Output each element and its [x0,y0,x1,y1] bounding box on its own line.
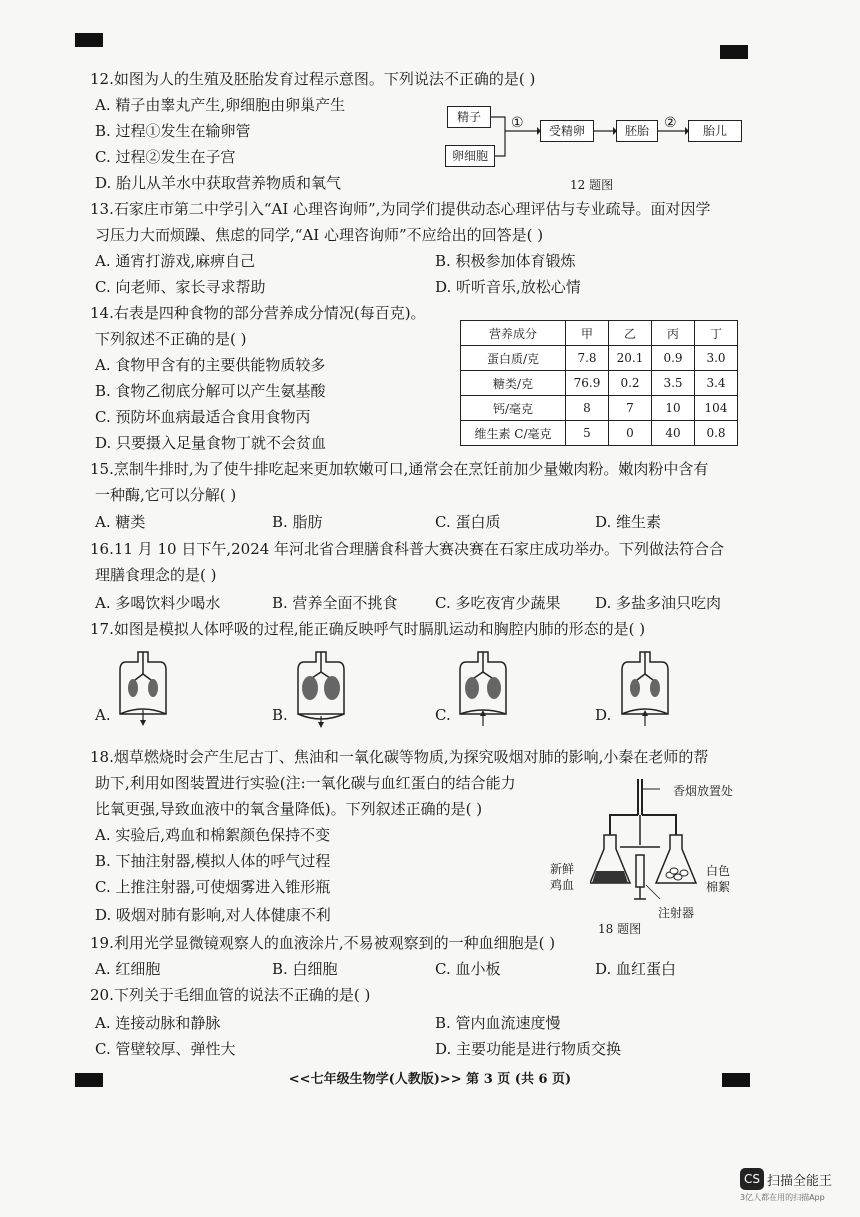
q14-option-b: B. 食物乙彻底分解可以产生氨基酸 [95,382,326,400]
table-header-cell: 营养成分 [461,321,566,346]
zygote-box: 受精卵 [540,120,594,142]
q17-label-a: A. [95,706,111,724]
table-cell: 8 [566,396,609,421]
q18-figure-caption: 18 题图 [598,922,642,936]
fresh-blood-label-1: 新鲜 [550,862,575,876]
sperm-box: 精子 [447,106,491,128]
fetus-box: 胎儿 [688,120,742,142]
q18-option-a: A. 实验后,鸡血和棉絮颜色保持不变 [95,826,331,844]
question-20-stem: 20.下列关于毛细血管的说法不正确的是( ) [90,986,371,1004]
scanner-slogan: 3亿人都在用的扫描App [740,1193,825,1202]
table-cell: 0.8 [695,421,738,446]
q18-option-b: B. 下抽注射器,模拟人体的呼气过程 [95,852,331,870]
table-cell: 10 [652,396,695,421]
q17-label-d: D. [595,706,612,724]
table-row [461,396,738,421]
q20-option-b: B. 管内血流速度慢 [435,1014,561,1032]
table-cell: 7.8 [566,346,609,371]
question-18-line-2: 助下,利用如图装置进行实验(注:一氧化碳与血红蛋白的结合能力 [95,774,516,792]
q17-label-c: C. [435,706,451,724]
q14-option-a: A. 食物甲含有的主要供能物质较多 [95,356,326,374]
q18-option-c: C. 上推注射器,可使烟雾进入锥形瓶 [95,878,331,896]
q15-option-b: B. 脂肪 [272,513,323,531]
table-cell: 104 [695,396,738,421]
q16-option-d: D. 多盐多油只吃肉 [595,594,722,612]
cs-logo-icon: CS [740,1168,764,1190]
table-cell: 5 [566,421,609,446]
q13-option-c: C. 向老师、家长寻求帮助 [95,278,266,296]
table-row [461,346,738,371]
table-cell: 0.2 [609,371,652,396]
table-header-row [461,321,738,346]
table-cell: 糖类/克 [461,371,566,396]
q19-option-d: D. 血红蛋白 [595,960,677,978]
q18-option-d: D. 吸烟对肺有影响,对人体健康不利 [95,906,331,924]
table-cell: 钙/毫克 [461,396,566,421]
q16-option-b: B. 营养全面不挑食 [272,594,398,612]
question-13-line-1: 13.石家庄市第二中学引入“AI 心理咨询师”,为同学们提供动态心理评估与专业疏导。面对因学 [90,200,711,218]
table-cell: 蛋白质/克 [461,346,566,371]
q19-option-a: A. 红细胞 [95,960,161,978]
table-cell: 3.5 [652,371,695,396]
table-cell: 76.9 [566,371,609,396]
q12-option-c: C. 过程②发生在子宫 [95,148,236,166]
question-13-line-2: 习压力大而烦躁、焦虑的同学,“AI 心理咨询师”不应给出的回答是( ) [95,226,544,244]
bell-jar-b-icon [288,648,354,728]
q16-option-c: C. 多吃夜宵少蔬果 [435,594,561,612]
page-footer: <<七年级生物学(人教版)>> 第 3 页 (共 6 页) [288,1072,572,1087]
question-16-line-2: 理膳食理念的是( ) [95,566,217,584]
table-row [461,421,738,446]
table-row [461,371,738,396]
table-cell: 维生素 C/毫克 [461,421,566,446]
table-cell: 7 [609,396,652,421]
bell-jar-a-icon [110,648,176,728]
smoke-position-label: 香烟放置处 [673,784,734,798]
question-12-stem: 12.如图为人的生殖及胚胎发育过程示意图。下列说法不正确的是( ) [90,70,536,88]
q16-option-a: A. 多喝饮料少喝水 [95,594,221,612]
question-19-stem: 19.利用光学显微镜观察人的血液涂片,不易被观察到的一种血细胞是( ) [90,934,556,952]
question-14-line-2: 下列叙述不正确的是( ) [95,330,247,348]
q19-option-c: C. 血小板 [435,960,501,978]
table-cell: 3.0 [695,346,738,371]
question-18-line-3: 比氧更强,导致血液中的氧含量降低)。下列叙述正确的是( ) [95,800,483,818]
bell-jar-d-icon [612,648,678,728]
q20-option-a: A. 连接动脉和静脉 [95,1014,221,1032]
table-header-cell: 乙 [609,321,652,346]
bell-jar-c-icon [450,648,516,728]
fresh-blood-label-2: 鸡血 [550,878,575,892]
table-cell: 20.1 [609,346,652,371]
q13-option-a: A. 通宵打游戏,麻痹自己 [95,252,256,270]
q14-option-c: C. 预防坏血病最适合食用食物丙 [95,408,311,426]
question-15-line-1: 15.烹制牛排时,为了使牛排吃起来更加软嫩可口,通常会在烹饪前加少量嫩肉粉。嫩肉粉中含有 [90,460,709,478]
question-18-line-1: 18.烟草燃烧时会产生尼古丁、焦油和一氧化碳等物质,为探究吸烟对肺的影响,小秦在老师的帮 [90,748,709,766]
table-header-cell: 丁 [695,321,738,346]
syringe-label: 注射器 [658,906,695,920]
white-cotton-label-2: 棉絮 [706,880,731,894]
q14-option-d: D. 只要摄入足量食物丁就不会贫血 [95,434,327,452]
q12-option-a: A. 精子由睾丸产生,卵细胞由卵巢产生 [95,96,346,114]
step-2-label: ② [664,115,677,131]
table-cell: 3.4 [695,371,738,396]
q12-figure-caption: 12 题图 [570,178,614,192]
embryo-box: 胚胎 [616,120,658,142]
q13-option-b: B. 积极参加体育锻炼 [435,252,576,270]
table-cell: 40 [652,421,695,446]
nutrition-table [460,320,738,446]
scanner-app-name: 扫描全能王 [767,1173,833,1189]
q17-label-b: B. [272,706,288,724]
q20-option-d: D. 主要功能是进行物质交换 [435,1040,622,1058]
table-cell: 0.9 [652,346,695,371]
step-1-label: ① [511,115,524,131]
q12-flow-arrows [0,0,860,220]
white-cotton-label-1: 白色 [706,864,731,878]
scanner-watermark [740,1168,832,1203]
q20-option-c: C. 管壁较厚、弹性大 [95,1040,236,1058]
q13-option-d: D. 听听音乐,放松心情 [435,278,581,296]
table-header-cell: 甲 [566,321,609,346]
question-17-stem: 17.如图是模拟人体呼吸的过程,能正确反映呼气时膈肌运动和胸腔内肺的形态的是( ) [90,620,646,638]
question-16-line-1: 16.11 月 10 日下午,2024 年河北省合理膳食科普大赛决赛在石家庄成功举办。下列做法符合合 [90,540,725,558]
q12-option-b: B. 过程①发生在输卵管 [95,122,251,140]
table-cell: 0 [609,421,652,446]
q15-option-d: D. 维生素 [595,513,662,531]
q12-option-d: D. 胎儿从羊水中获取营养物质和氧气 [95,174,342,192]
question-14-line-1: 14.右表是四种食物的部分营养成分情况(每百克)。 [90,304,426,322]
q15-option-a: A. 糖类 [95,513,146,531]
q15-option-c: C. 蛋白质 [435,513,501,531]
question-15-line-2: 一种酶,它可以分解( ) [95,486,237,504]
egg-box: 卵细胞 [445,145,495,167]
q19-option-b: B. 白细胞 [272,960,338,978]
table-header-cell: 丙 [652,321,695,346]
